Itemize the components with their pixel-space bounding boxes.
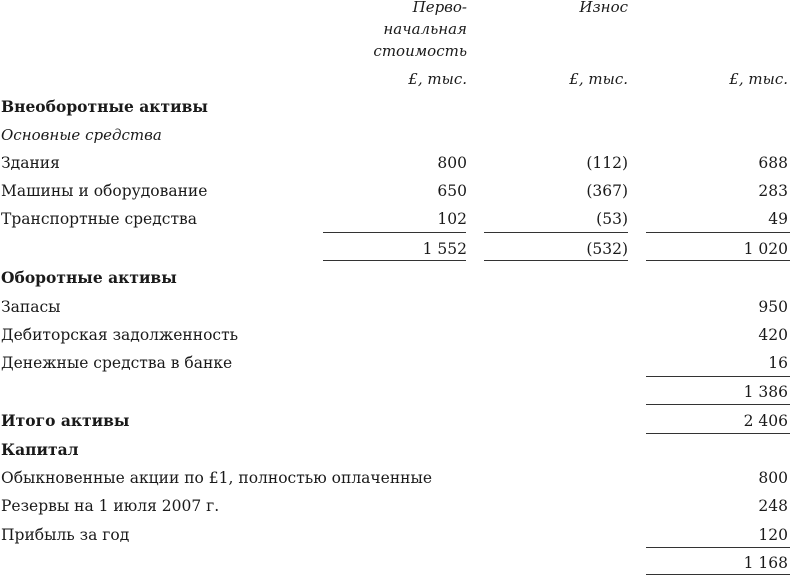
section-heading-row: [0, 436, 790, 464]
total-assets-row: [0, 407, 790, 435]
subtotal-rule: [646, 376, 790, 377]
cell-net: 950: [758, 298, 788, 316]
total-rule: [646, 260, 790, 261]
table-row: [0, 321, 790, 349]
table-row: [0, 205, 790, 233]
table-row: [0, 149, 790, 177]
row-label: Здания: [1, 154, 60, 172]
total-depreciation: (532): [586, 240, 628, 258]
table-row: [0, 521, 790, 549]
total-rule: [323, 260, 466, 261]
cell-depreciation: (53): [596, 210, 628, 228]
cell-cost: 650: [437, 182, 467, 200]
section-heading-non-current: Внеоборотные активы: [1, 97, 208, 116]
total-cost: 1 552: [422, 240, 467, 258]
subheading-fixed-assets: Основные средства: [1, 126, 162, 144]
row-label: Резервы на 1 июля 2007 г.: [1, 497, 220, 515]
cell-depreciation: (367): [586, 182, 628, 200]
table-row: [0, 464, 790, 492]
row-label: Дебиторская задолженность: [1, 326, 239, 344]
total-equity: 1 168: [743, 554, 788, 572]
section-heading-current: Оборотные активы: [1, 268, 177, 287]
table-row: [0, 349, 790, 377]
subtotal-rule: [484, 232, 628, 233]
header-cost-line: Перво-: [412, 0, 467, 16]
row-label: Обыкновенные акции по £1, полностью оплаченные: [1, 469, 433, 487]
cell-cost: 800: [437, 154, 467, 172]
cell-net: 688: [758, 154, 788, 172]
row-label: Машины и оборудование: [1, 182, 208, 200]
subtotal-row: [0, 378, 790, 406]
cell-cost: 102: [437, 210, 467, 228]
subtotal-rule: [646, 547, 790, 548]
cell-depreciation: (112): [586, 154, 628, 172]
section-heading-row: [0, 264, 790, 292]
total-net: 1 020: [743, 240, 788, 258]
subtotal-rule: [323, 232, 466, 233]
cell-net: 120: [758, 526, 788, 544]
subtotal-rule: [646, 232, 790, 233]
table-row: [0, 293, 790, 321]
total-assets-value: 2 406: [743, 412, 788, 430]
cell-net: 420: [758, 326, 788, 344]
cell-net: 49: [768, 210, 788, 228]
subtotal-row: [0, 235, 790, 263]
section-heading-row: [0, 93, 790, 121]
total-rule: [646, 574, 790, 575]
cell-net: 248: [758, 497, 788, 515]
cell-net: 800: [758, 469, 788, 487]
header-depreciation: [579, 0, 628, 18]
table-row: [0, 177, 790, 205]
cell-net: 283: [758, 182, 788, 200]
header-original-cost: [373, 0, 467, 62]
total-rule: [646, 433, 790, 434]
cell-net: 16: [768, 354, 788, 372]
row-label: Запасы: [1, 298, 61, 316]
row-label: Прибыль за год: [1, 526, 130, 544]
unit-depreciation: £, тыс.: [569, 70, 628, 88]
total-current: 1 386: [743, 383, 788, 401]
subtotal-rule: [646, 404, 790, 405]
unit-net: £, тыс.: [729, 70, 788, 88]
subtotal-row: [0, 549, 790, 577]
header-cost-line: начальная: [383, 20, 467, 38]
total-rule: [484, 260, 628, 261]
section-heading-equity: Капитал: [1, 440, 79, 459]
row-label: Денежные средства в банке: [1, 354, 233, 372]
header-depreciation-label: Износ: [579, 0, 628, 16]
header-cost-line: стоимость: [373, 42, 467, 60]
subheading-row: [0, 121, 790, 149]
row-label: Транспортные средства: [1, 210, 197, 228]
table-row: [0, 492, 790, 520]
total-assets-label: Итого активы: [1, 411, 130, 430]
unit-cost: £, тыс.: [408, 70, 467, 88]
